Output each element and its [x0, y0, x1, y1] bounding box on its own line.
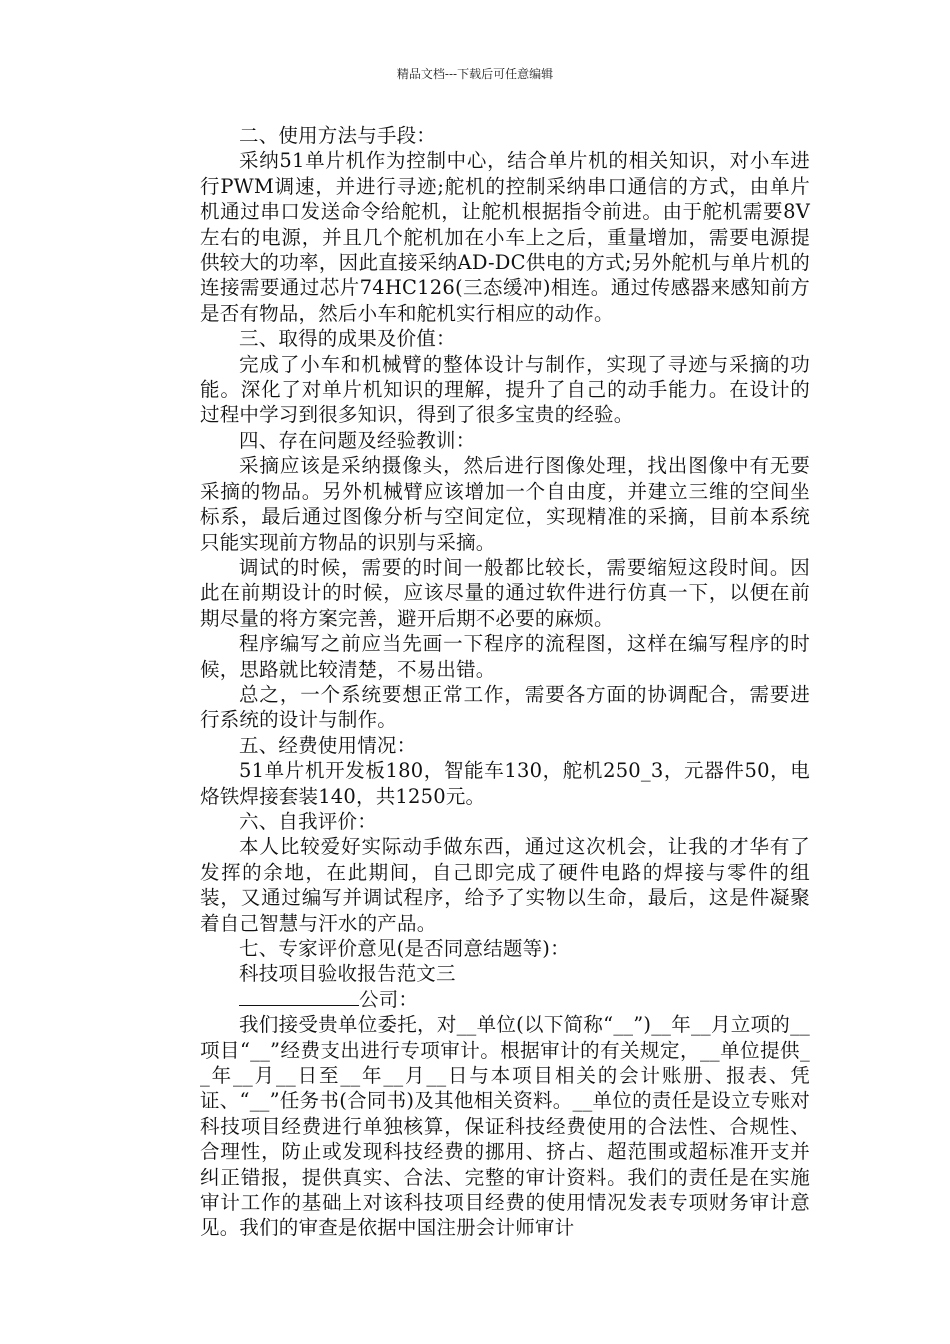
section-heading-results: 三、取得的成果及价值：	[239, 327, 456, 351]
section-heading-usage: 二、使用方法与手段：	[239, 124, 437, 147]
paragraph-problems-2: 调试的时候，需要的时间一般都比较长，需要缩短这段时间。因此在前期设计的时候，应该尽量的通过软件进行仿真一下，以便在前期尽量的将方案完善，避开后期不必要的麻烦。	[200, 555, 810, 630]
section-heading-funding: 五、经费使用情况：	[239, 733, 417, 757]
section-heading-problems: 四、存在问题及经验教训：	[239, 428, 476, 452]
paragraph-funding: 51单片机开发板180，智能车130，舵机250_3，元器件50，电烙铁焊接套装140，共1250元。	[200, 759, 810, 808]
salutation-line	[200, 987, 810, 1012]
section-heading-self-evaluation: 六、自我评价：	[239, 809, 377, 833]
section-heading-expert-opinion: 七、专家评价意见(是否同意结题等)：	[239, 937, 570, 960]
sample-title: 科技项目验收报告范文三	[239, 962, 456, 986]
document-body	[200, 123, 810, 1241]
paragraph-audit: 我们接受贵单位委托，对__单位(以下简称“__”)__年__月立项的__项目“__”经费支出进行专项审计。根据审计的有关规定，__单位提供__年__月__日至__年__月__日与本项目相关的会计账册、报表、凭证、“__”任务书(合同书)及其他相关资料。__单位的责任是设立专账对科技项目经费进行单独核算，保证科技经费使用的合法性、合规性、合理性，防止或发现科技经费的挪用、挤占、超范围或超标准开支并纠正错报，提供真实、合法、完整的审计资料。我们的责任是在实施审计工作的基础上对该科技项目经费的使用情况发表专项财务审计意见。我们的审查是依据中国注册会计师审计	[200, 1013, 810, 1240]
paragraph-problems-3: 程序编写之前应当先画一下程序的流程图，这样在编写程序的时候，思路就比较清楚，不易出错。	[200, 632, 810, 681]
page-header: 精品文档---下载后可任意编辑	[396, 67, 554, 81]
paragraph-self-evaluation: 本人比较爱好实际动手做东西，通过这次机会，让我的才华有了发挥的余地，在此期间，自己即完成了硬件电路的焊接与零件的组装，又通过编写并调试程序，给予了实物以生命，最后，这是件凝聚着自己智慧与汗水的产品。	[200, 835, 810, 935]
paragraph-usage-method: 采纳51单片机作为控制中心，结合单片机的相关知识，对小车进行PWM调速，并进行寻迹;舵机的控制采纳串口通信的方式，由单片机通过串口发送命令给舵机，让舵机根据指令前进。由于舵机需要8V左右的电源，并且几个舵机加在小车上之后，重量增加，需要电源提供较大的功率，因此直接采纳AD-DC供电的方式;另外舵机与单片机的连接需要通过芯片74HC126(三态缓冲)相连。通过传感器来感知前方是否有物品，然后小车和舵机实行相应的动作。	[200, 149, 810, 325]
paragraph-problems-4: 总之，一个系统要想正常工作，需要各方面的协调配合，需要进行系统的设计与制作。	[200, 682, 810, 732]
salutation-suffix: 公司：	[359, 987, 419, 1011]
company-name-blank	[239, 987, 359, 1006]
paragraph-results: 完成了小车和机械臂的整体设计与制作，实现了寻迹与采摘的功能。深化了对单片机知识的理解，提升了自己的动手能力。在设计的过程中学习到很多知识，得到了很多宝贵的经验。	[200, 352, 810, 427]
paragraph-problems-1: 采摘应该是采纳摄像头，然后进行图像处理，找出图像中有无要采摘的物品。另外机械臂应该增加一个自由度，并建立三维的空间坐标系，最后通过图像分析与空间定位，实现精准的采摘，目前本系统只能实现前方物品的识别与采摘。	[200, 454, 810, 554]
